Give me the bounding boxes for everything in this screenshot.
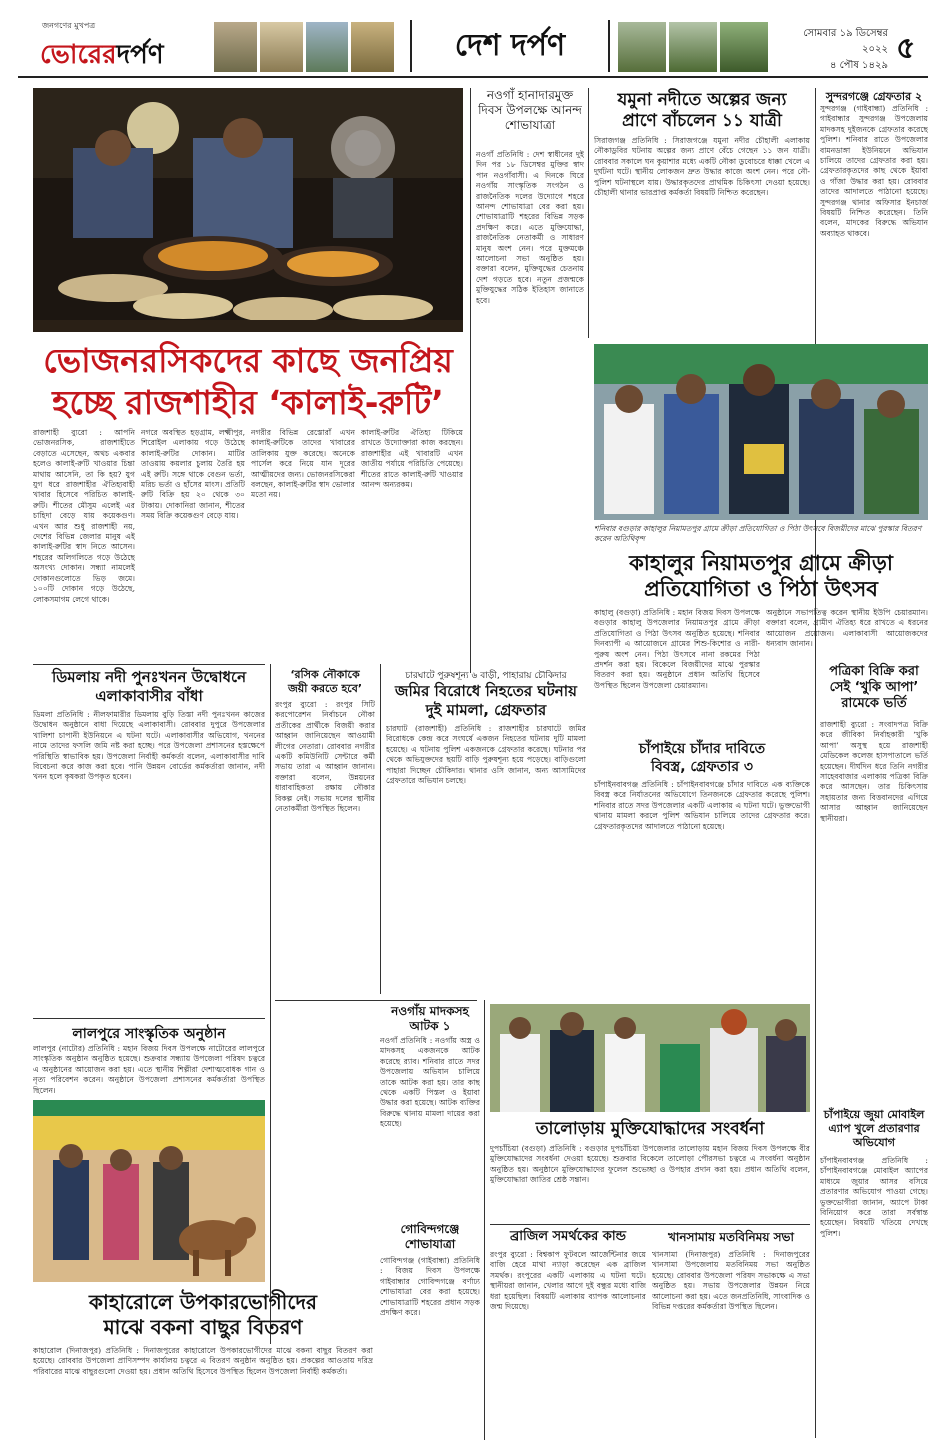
- lead-body-col4: কালাই-রুটির ঐতিহ্য টিকিয়ে রাখতে উদ্যোক্তারা কাজ করছেন। রাজশাহীর এই খাবারটি এখন জাতীয় পর্যায়ে পরিচিতি পেয়েছে। শীতের রাতে কালাই-রুটি খাওয়ার আনন্দ অন্যরকম।: [361, 428, 463, 490]
- masthead-photo-strip-left: [214, 22, 394, 72]
- chapai-headline-line1: চাঁপাইয়ে চাঁদার দাবিতে: [638, 741, 766, 757]
- kaharol-photo: [33, 1100, 265, 1282]
- masthead: [18, 14, 928, 78]
- brazil-headline: ব্রাজিল সমর্থকের কান্ড: [509, 1229, 627, 1244]
- kaharol-body: কাহারোল (দিনাজপুর) প্রতিনিধি : দিনাজপুরের কাহারোলে উপকারভোগীদের মাঝে বকনা বাছুর বিতরণ করা হয়েছে। রোববার উপজেলা প্রাণিসম্পদ কার্যালয় চত্বরে এ বিতরণ অনুষ্ঠান অনুষ্ঠিত হয়। প্রকল্পের আওতায় দরিদ্র পরিবারের মাঝে বাছুরগুলো দেওয়া হয়। প্রধান অতিথি হিসেবে উপস্থিত ছিলেন উপজেলা নির্বাহী কর্মকর্তা।: [33, 1346, 373, 1376]
- kahalu-body-2: অনুষ্ঠানে সভাপতিত্ব করেন স্থানীয় ইউপি চেয়ারম্যান। বক্তারা বলেন, গ্রামীণ ঐতিহ্য ধরে রাখতে এ ধরনের আয়োজন প্রয়োজন। এলাকাবাসী আয়োজকদের ধন্যবাদ জানান।: [766, 608, 928, 649]
- page-number: ৫: [896, 31, 916, 66]
- chaurghat-headline: [386, 682, 586, 720]
- masthead-tagline: জনগণের মুখপত্র: [42, 21, 96, 30]
- gobindaganj-kicker: [380, 1222, 480, 1252]
- chaurghat-headline-line2: দুই মামলা, গ্রেফতার: [425, 701, 547, 719]
- section-divider: [490, 1224, 810, 1225]
- kahalu-photo-caption: শনিবার বগুড়ার কাহালুর নিয়ামতপুর গ্রামে ক্রীড়া প্রতিযোগিতা ও পিঠা উৎসবে বিজয়ীদের মাঝে পুরস্কার বিতরণ করেন অতিথিবৃন্দ: [594, 524, 922, 543]
- issue-date: [778, 26, 888, 74]
- kaharol-headline: [33, 1290, 373, 1340]
- jamuna-headline-line2: প্রাণে বাঁচলেন ১১ যাত্রী: [622, 111, 782, 131]
- date-gregorian: সোমবার ১৯ ডিসেম্বর ২০২২: [803, 28, 888, 55]
- kahalu-photo-graphic: [594, 344, 928, 520]
- gobindaganj-kicker-line1: গোবিন্দগঞ্জে: [400, 1222, 460, 1236]
- gobindaganj-body: গোবিন্দগঞ্জ (গাইবান্ধা) প্রতিনিধি : বিজয় দিবস উপলক্ষে গাইবান্ধার গোবিন্দগঞ্জে বর্ণাঢ্য শোভাযাত্রা বের করা হয়েছে। শোভাযাত্রাটি শহরের প্রধান সড়ক প্রদক্ষিণ করে।: [380, 1256, 480, 1318]
- column-divider: [270, 664, 271, 1344]
- dimla-headline-line2: এলাকাবাসীর বাঁধা: [95, 687, 203, 705]
- column-divider: [484, 1000, 485, 1440]
- lead-headline: [33, 340, 463, 424]
- lead-photo-kalai-ruti: [33, 88, 463, 332]
- kahalu-headline-line1: কাহালুর নিয়ামতপুর গ্রামে ক্রীড়া: [629, 551, 893, 575]
- rasik-kicker: [275, 668, 375, 696]
- naogaon-kicker: নওগাঁ হানাদারমুক্ত দিবস উপলক্ষে আনন্দ শোভাযাত্রা: [478, 88, 582, 132]
- lead-photo-graphic: [33, 88, 463, 332]
- patrika-headline-line2: সেই ‘খুকি আপা’: [829, 680, 919, 695]
- chapai-headline-line2: বিবস্ত্র, গ্রেফতার ৩: [650, 759, 754, 775]
- column-divider: [380, 664, 381, 994]
- taloda-body: দুপচাঁচিয়া (বগুড়া) প্রতিনিধি : বগুড়ার দুপচাঁচিয়া উপজেলার তালোড়ায় মহান বিজয় দিবস উপলক্ষে বীর মুক্তিযোদ্ধাদের সংবর্ধনা দেওয়া হয়েছে। শুক্রবার বিকেলে তালোড়া পৌরসভা চত্বরে এ সংবর্ধনা অনুষ্ঠান অনুষ্ঠিত হয়। অনুষ্ঠানে মুক্তিযোদ্ধাদের ফুলেল শুভেচ্ছা ও উপহার প্রদান করা হয়। প্রধান অতিথি বলেন, মুক্তিযোদ্ধারা জাতির শ্রেষ্ঠ সন্তান।: [490, 1144, 810, 1185]
- dimla-headline: [33, 668, 265, 706]
- rasik-kicker-line2: জয়ী করতে হবে’: [287, 682, 363, 695]
- patrika-headline-line3: রামেকে ভর্তি: [841, 696, 907, 711]
- lead-body-col1: রাজশাহী ব্যুরো : আপনি ভোজনরসিক, রাজশাহীতে বেড়াতে এসেছেন, অথচ একবার হলেও কালাই-রুটি খাওয়ার চিন্তা মাথায় আসেনি, তা কি হয়? যুগ যুগ ধরে রাজশাহীর ঐতিহ্যবাহী খাবার হিসেবে পরিচিত কালাই-রুটি। শীতের মৌসুম এলেই এর চাহিদা বেড়ে যায় কয়েকগুণ। এখন আর শুধু রাজশাহী নয়, দেশের বিভিন্ন জেলার মানুষ এই কালাই-রুটির স্বাদ নিতে আসেন। শহরের অলিগলিতে গড়ে উঠেছে অসংখ্য দোকান। সন্ধ্যা নামলেই দোকানগুলোতে ভিড় জমে। ১০০টি দোকান গড়ে উঠেছে, লোকসমাগম লেগে থাকে।: [33, 428, 135, 604]
- sundarganj-kicker: সুন্দরগঞ্জে গ্রেফতার ২: [825, 90, 923, 103]
- naogaon-drug-kicker-line2: আটক ১: [409, 1019, 451, 1033]
- lead-body-col2: নগরে অবস্থিত হড়গ্রাম, লক্ষ্মীপুর, শিরোইল এলাকায় গড়ে উঠেছে কালাই-রুটির দোকান। মাটির তাওয়ায় কয়লার চুলায় তৈরি হয় এই রুটি। সঙ্গে থাকে বেগুন ভর্তা, মরিচ ভর্তা ও হাঁসের মাংস। প্রতিটি রুটি বিক্রি হয় ২০ থেকে ৩০ টাকায়। দোকানিরা জানান, শীতের সময় বিক্রি কয়েকগুণ বেড়ে যায়।: [141, 428, 245, 521]
- chaurghat-kicker: চারঘাটে পুরুষশূন্য ৬ বাড়ী, পাহারায় চৌকিদার: [405, 671, 567, 681]
- kahalu-headline-line2: প্রতিযোগিতা ও পিঠা উৎসব: [644, 577, 878, 601]
- lead-headline-line1: ভোজনরসিকদের কাছে জনপ্রিয়: [43, 341, 453, 380]
- taloda-photo: [490, 1004, 810, 1112]
- sundarganj-body: সুন্দরগঞ্জ (গাইবান্ধা) প্রতিনিধি : গাইবান্ধার সুন্দরগঞ্জ উপজেলায় মাদকসহ দুইজনকে গ্রেফতার করেছে পুলিশ। শনিবার রাতে উপজেলার বামনডাঙ্গা ইউনিয়নে অভিযান চালিয়ে তাদের গ্রেফতার করা হয়। গ্রেফতারকৃতদের কাছ থেকে ইয়াবা ও গাঁজা উদ্ধার করা হয়। রোববার তাদের আদালতে পাঠানো হয়েছে। সুন্দরগঞ্জ থানার অফিসার ইনচার্জ বিষয়টি নিশ্চিত করেছেন। তিনি বলেন, মাদকের বিরুদ্ধে অভিযান অব্যাহত থাকবে।: [820, 104, 928, 238]
- section-divider: [33, 664, 265, 665]
- taloda-headline: তালোড়ায় মুক্তিযোদ্ধাদের সংবর্ধনা: [535, 1119, 765, 1139]
- kahalu-photo: [594, 344, 928, 520]
- lalpur-kicker: লালপুরে সাংস্কৃতিক অনুষ্ঠান: [72, 1026, 226, 1042]
- naogaon-drug-kicker-line1: নওগাঁয় মাদকসহ: [391, 1004, 469, 1018]
- patrika-headline-line1: পত্রিকা বিক্রি করা: [829, 664, 919, 679]
- patrika-body: রাজশাহী ব্যুরো : সংবাদপত্র বিক্রি করে জীবিকা নির্বাহকারী ‘খুকি আপা’ অসুস্থ হয়ে রাজশাহী মেডিকেল কলেজ হাসপাতালে ভর্তি হয়েছেন। দীর্ঘদিন ধরে তিনি নগরীর সাহেববাজার এলাকায় পত্রিকা বিক্রি করে আসছেন। তার চিকিৎসায় সহায়তার জন্য বিত্তবানদের এগিয়ে আসার আহ্বান জানিয়েছেন স্থানীয়রা।: [820, 720, 928, 823]
- chapai-body: চাঁপাইনবাবগঞ্জ প্রতিনিধি : চাঁপাইনবাবগঞ্জে চাঁদার দাবিতে এক ব্যক্তিকে বিবস্ত্র করে নির্যাতনের অভিযোগে তিনজনকে গ্রেফতার করেছে পুলিশ। শনিবার রাতে সদর উপজেলার একটি এলাকায় এ ঘটনা ঘটে। ভুক্তভোগী থানায় মামলা করলে পুলিশ অভিযান চালিয়ে তাদের গ্রেফতার করে। গ্রেফতারকৃতদের আদালতে পাঠানো হয়েছে।: [594, 780, 810, 831]
- masthead-photo-strip-right: [618, 22, 768, 72]
- chapai-headline: [594, 740, 810, 776]
- section-divider: [275, 1000, 477, 1001]
- chaurghat-headline-line1: জমির বিরোধে নিহতের ঘটনায়: [395, 682, 577, 700]
- chapai-jua-headline: [820, 1108, 928, 1150]
- section-title: দেশ দর্পণ: [410, 20, 610, 72]
- column-divider: [588, 88, 589, 338]
- column-divider: [815, 88, 816, 1438]
- kaharol-headline-line2: মাঝে বকনা বাছুর বিতরণ: [103, 1315, 303, 1339]
- khansama-body: খানসামা (দিনাজপুর) প্রতিনিধি : দিনাজপুরের খানসামা উপজেলায় মতবিনিময় সভা অনুষ্ঠিত হয়েছে। রোববার উপজেলা পরিষদ সভাকক্ষে এ সভা অনুষ্ঠিত হয়। সভায় উপজেলার উন্নয়ন নিয়ে আলোচনা করা হয়। এতে জনপ্রতিনিধি, সাংবাদিক ও বিভিন্ন দপ্তরের কর্মকর্তারা উপস্থিত ছিলেন।: [652, 1250, 810, 1312]
- kahalu-body: কাহালু (বগুড়া) প্রতিনিধি : মহান বিজয় দিবস উপলক্ষে বগুড়ার কাহালু উপজেলার নিয়ামতপুর গ্রামে ক্রীড়া প্রতিযোগিতা ও পিঠা উৎসব অনুষ্ঠিত হয়েছে। শনিবার দিনব্যাপী এ আয়োজনে গ্রামের শিশু-কিশোর ও নারী-পুরুষ অংশ নেন। পিঠা উৎসবে নানা রকমের পিঠা প্রদর্শন করা হয়। বিকেলে বিজয়ীদের মাঝে পুরস্কার বিতরণ করা হয়। অনুষ্ঠানে প্রধান অতিথি হিসেবে উপস্থিত ছিলেন উপজেলা চেয়ারম্যান।: [594, 608, 760, 690]
- kahalu-headline: [594, 550, 928, 602]
- taloda-photo-graphic: [490, 1004, 810, 1112]
- lalpur-body: লালপুর (নাটোর) প্রতিনিধি : মহান বিজয় দিবস উপলক্ষে নাটোরের লালপুরে সাংস্কৃতিক অনুষ্ঠান অনুষ্ঠিত হয়েছে। শুক্রবার সন্ধ্যায় উপজেলা পরিষদ চত্বরে এ অনুষ্ঠানের আয়োজন করা হয়। এতে স্থানীয় শিল্পীরা দেশাত্মবোধক গান ও নৃত্য পরিবেশন করেন। অনুষ্ঠানে উপজেলা প্রশাসনের কর্মকর্তারা উপস্থিত ছিলেন।: [33, 1044, 265, 1095]
- chapai-jua-headline-line1: চাঁপাইয়ে জুয়া মোবাইল: [823, 1108, 925, 1121]
- chapai-jua-body: চাঁপাইনবাবগঞ্জ প্রতিনিধি : চাঁপাইনবাবগঞ্জে মোবাইল অ্যাপের মাধ্যমে জুয়ার আসর বসিয়ে প্রতারণার অভিযোগ পাওয়া গেছে। ভুক্তভোগীরা জানান, অ্যাপে টাকা বিনিয়োগ করে তারা সর্বস্বান্ত হয়েছেন। বিষয়টি খতিয়ে দেখছে পুলিশ।: [820, 1156, 928, 1238]
- date-bengali: ৪ পৌষ ১৪২৯: [829, 60, 888, 71]
- brazil-body: রংপুর ব্যুরো : বিশ্বকাপ ফুটবলে আর্জেন্টিনার জয়ে বাজি হেরে মাথা ন্যাড়া করেছেন এক ব্রাজিল সমর্থক। রংপুরের একটি এলাকায় এ ঘটনা ঘটে। স্থানীয়রা জানান, খেলার আগে দুই বন্ধুর মধ্যে বাজি ধরা হয়েছিল। বিষয়টি এলাকায় ব্যাপক আলোচনার জন্ম দিয়েছে।: [490, 1250, 646, 1312]
- kaharol-photo-graphic: [33, 1100, 265, 1282]
- chaurghat-body: চারঘাট (রাজশাহী) প্রতিনিধি : রাজশাহীর চারঘাটে জমির বিরোধকে কেন্দ্র করে সংঘর্ষে একজন নিহতের ঘটনায় দুটি মামলা হয়েছে। এ ঘটনায় পুলিশ একজনকে গ্রেফতার করেছে। ঘটনার পর থেকে অভিযুক্তদের ছয়টি বাড়ি পুরুষশূন্য হয়ে পড়েছে। বাড়িগুলো পাহারা দিচ্ছেন চৌকিদার। থানার ওসি জানান, অন্য আসামিদের গ্রেফতারে অভিযান চলছে।: [386, 724, 586, 786]
- jamuna-headline-line1: যমুনা নদীতে অল্পের জন্য: [617, 90, 787, 110]
- chapai-jua-headline-line2: এ্যাপ খুলে প্রতারণার: [828, 1122, 920, 1135]
- kaharol-headline-line1: কাহারোলে উপকারভোগীদের: [89, 1290, 317, 1314]
- dimla-headline-line1: ডিমলায় নদী পুনঃখনন উদ্বোধনে: [51, 668, 247, 686]
- column-divider: [470, 88, 471, 673]
- paper-name-part2: দর্পণ: [116, 40, 164, 70]
- lead-body-col3: নগরীর বিভিন্ন রেস্তোরাঁ এখন কালাই-রুটিকে তাদের খাবারের তালিকায় যুক্ত করেছে। অনেকে পার্সেল করে নিয়ে যান দূরের আত্মীয়দের জন্য। ভোজনরসিকেরা বলছেন, কালাই-রুটির স্বাদ ভোলার মতো নয়।: [251, 428, 355, 500]
- naogaon-body: নওগাঁ প্রতিনিধি : দেশ স্বাধীনের দুই দিন পর ১৮ ডিসেম্বর মুক্তির স্বাদ পান নওগাঁবাসী। এ দিনকে ঘিরে নওগাঁয় সাংস্কৃতিক সংগঠন ও রাজনৈতিক দলের উদ্যোগে শহরে আনন্দ শোভাযাত্রা বের করা হয়। শোভাযাত্রাটি শহরের বিভিন্ন সড়ক প্রদক্ষিণ করে। এতে মুক্তিযোদ্ধা, রাজনৈতিক নেতাকর্মী ও সাধারণ মানুষ অংশ নেন। পরে মুক্তমঞ্চে আলোচনা সভা অনুষ্ঠিত হয়। বক্তারা বলেন, মুক্তিযুদ্ধের চেতনায় দেশ গড়তে হবে। নতুন প্রজন্মকে মুক্তিযুদ্ধের সঠিক ইতিহাস জানাতে হবে।: [476, 150, 584, 305]
- naogaon-drug-kicker: [380, 1004, 480, 1034]
- gobindaganj-kicker-line2: শোভাযাত্রা: [404, 1237, 456, 1251]
- paper-name-part1: ভোরের: [40, 40, 117, 70]
- jamuna-headline: [594, 90, 810, 132]
- naogaon-drug-body: নওগাঁ প্রতিনিধি : নওগাঁয় অস্ত্র ও মাদকসহ একজনকে আটক করেছে র‌্যাব। শনিবার রাতে সদর উপজেলায় অভিযান চালিয়ে তাকে আটক করা হয়। তার কাছ থেকে একটি পিস্তল ও ইয়াবা উদ্ধার করা হয়েছে। আটক ব্যক্তির বিরুদ্ধে থানায় মামলা দায়ের করা হয়েছে।: [380, 1036, 480, 1129]
- jamuna-body: সিরাজগঞ্জ প্রতিনিধি : সিরাজগঞ্জে যমুনা নদীর চৌহালী এলাকায় নৌকাডুবির ঘটনায় অল্পের জন্য প্রাণে বেঁচে গেছেন ১১ জন যাত্রী। রোববার সকালে ঘন কুয়াশার মধ্যে একটি নৌকা ডুবোচরে ধাক্কা খেলে এ দুর্ঘটনা ঘটে। স্থানীয় লোকজন দ্রুত উদ্ধার কাজে অংশ নেন। পরে নৌ-পুলিশ ঘটনাস্থলে যায়। উদ্ধারকৃতদের প্রাথমিক চিকিৎসা দেওয়া হয়েছে। চৌহালী থানার ভারপ্রাপ্ত কর্মকর্তা বিষয়টি নিশ্চিত করেছেন।: [594, 136, 810, 198]
- lead-headline-line2: হচ্ছে রাজশাহীর ‘কালাই-রুটি’: [52, 383, 444, 422]
- patrika-headline: [820, 664, 928, 712]
- section-divider: [33, 1018, 265, 1019]
- paper-logo: [40, 34, 164, 78]
- rasik-kicker-line1: ‘রসিক নৌকাকে: [290, 668, 360, 681]
- khansama-headline: খানসামায় মতবিনিময় সভা: [668, 1230, 794, 1244]
- dimla-body: ডিমলা প্রতিনিধি : নীলফামারীর ডিমলায় বুড়ি তিস্তা নদী পুনঃখনন কাজের উদ্বোধন অনুষ্ঠানে বাধা দিয়েছে এলাকাবাসী। রোববার দুপুরে উপজেলার খালিশা চাপানী ইউনিয়নে এ ঘটনা ঘটে। এলাকাবাসীর অভিযোগ, খননের নামে তাদের ফসলি জমি নষ্ট করা হচ্ছে। পরে উপজেলা প্রশাসনের হস্তক্ষেপে পরিস্থিতি স্বাভাবিক হয়। উপজেলা নির্বাহী কর্মকর্তা বলেন, এলাকাবাসীর দাবি বিবেচনা করে কাজ করা হবে। পানি উন্নয়ন বোর্ডের কর্মকর্তারা জানান, নদী খনন হলে কৃষকরা উপকৃত হবেন।: [33, 710, 265, 782]
- chapai-jua-headline-line3: অভিযোগ: [852, 1136, 896, 1149]
- rasik-body: রংপুর ব্যুরো : রংপুর সিটি করপোরেশন নির্বাচনে নৌকা প্রতীকের প্রার্থীকে বিজয়ী করার আহ্বান জানিয়েছেন আওয়ামী লীগের নেতারা। রোববার নগরীর একটি কমিউনিটি সেন্টারে কর্মী সভায় তারা এ আহ্বান জানান। বক্তারা বলেন, উন্নয়নের ধারাবাহিকতা রক্ষায় নৌকার বিকল্প নেই। সভায় দলের স্থানীয় নেতাকর্মীরা উপস্থিত ছিলেন।: [275, 700, 375, 814]
